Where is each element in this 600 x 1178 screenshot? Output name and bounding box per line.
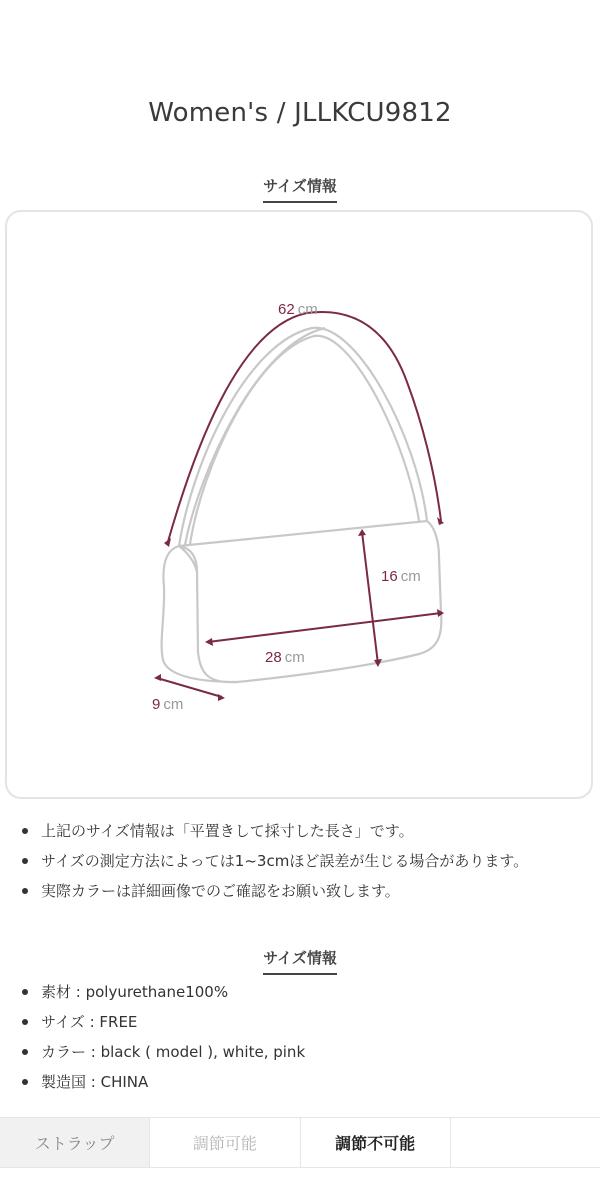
strap-measure-label: 62 cm — [278, 301, 318, 318]
strap-header-cell: ストラップ — [0, 1118, 150, 1167]
depth-arrow-right — [218, 694, 225, 701]
strap-outer — [179, 328, 427, 546]
list-item: カラー : black ( model ), white, pink — [22, 1037, 305, 1067]
bag-front — [179, 521, 441, 682]
list-item: 素材 : polyurethane100% — [22, 977, 305, 1007]
product-title: Women's / JLLKCU9812 — [148, 98, 452, 128]
size-info-heading-label: サイズ情報 — [263, 175, 337, 203]
bag-illustration — [7, 212, 595, 801]
depth-arrow-left — [154, 674, 161, 681]
list-item: 上記のサイズ情報は「平置きして採寸した長さ」です。 — [22, 816, 528, 846]
strap-inner — [190, 336, 419, 544]
spec-list — [22, 977, 305, 1097]
not-adjustable-option: 調節不可能 — [301, 1118, 451, 1167]
list-item: サイズの測定方法によっては1~3cmほど誤差が生じる場合があります。 — [22, 846, 528, 876]
width-measure-label: 28 cm — [265, 649, 305, 666]
size-info-heading — [0, 175, 600, 203]
adjustable-option: 調節可能 — [150, 1118, 300, 1167]
empty-option — [451, 1118, 600, 1167]
width-line — [208, 613, 441, 642]
strap-length-line — [167, 312, 441, 545]
width-arrow-left — [205, 638, 213, 646]
depth-measure-label: 9 cm — [152, 696, 184, 713]
height-arrow-top — [358, 529, 366, 536]
size-diagram — [5, 210, 593, 799]
height-line — [362, 532, 378, 664]
spec-heading-label: サイズ情報 — [263, 947, 337, 975]
height-measure-label: 16 cm — [381, 568, 421, 585]
spec-heading — [0, 947, 600, 975]
strap-arrow-start — [164, 538, 171, 547]
list-item: 製造国 : CHINA — [22, 1067, 305, 1097]
list-item: 実際カラーは詳細画像でのご確認をお願い致します。 — [22, 876, 528, 906]
strap-adjust-table — [0, 1117, 600, 1168]
strap-back — [185, 328, 325, 545]
bag-outline — [162, 328, 442, 682]
size-notes-list — [22, 816, 528, 906]
list-item: サイズ : FREE — [22, 1007, 305, 1037]
